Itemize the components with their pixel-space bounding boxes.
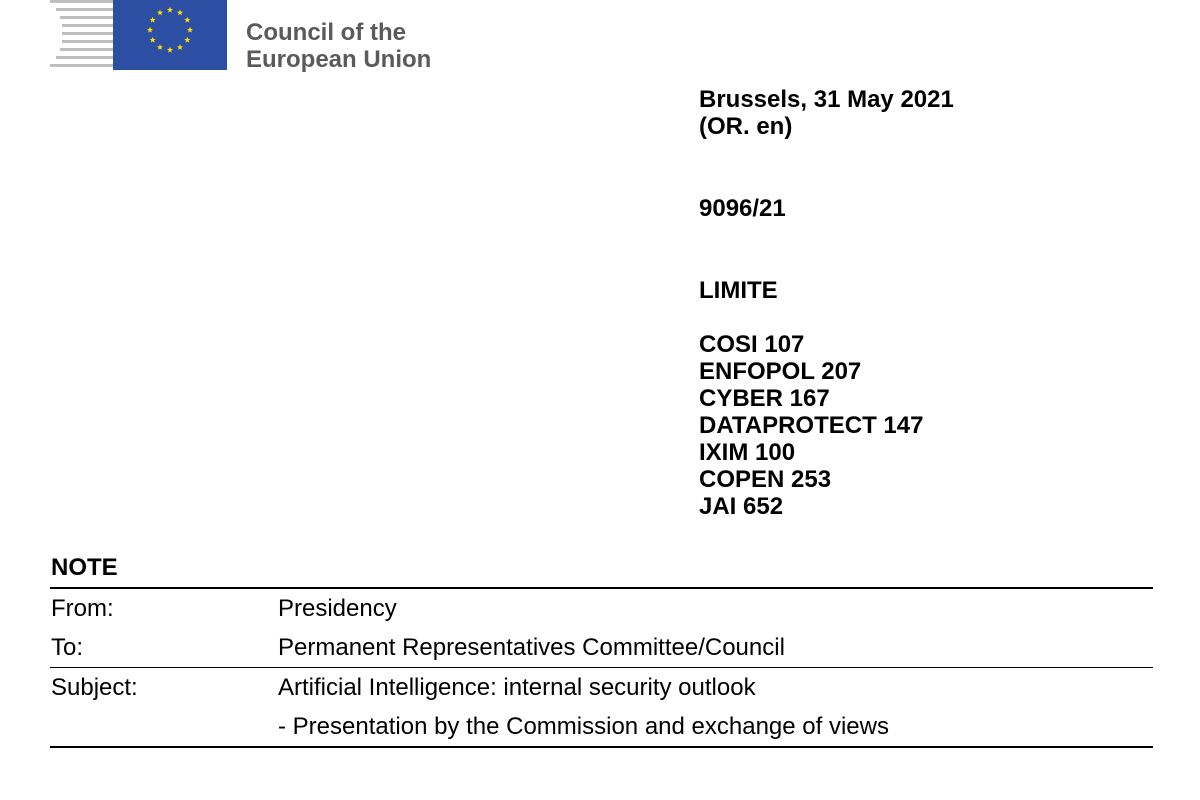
- note-row-from: [50, 589, 1153, 628]
- original-language: (OR. en): [699, 113, 793, 140]
- file-code: JAI 652: [699, 493, 784, 520]
- file-code: DATAPROTECT 147: [699, 412, 924, 439]
- file-code: COPEN 253: [699, 466, 832, 493]
- note-row-subject: [50, 667, 1153, 746]
- note-label-from: From:: [51, 595, 114, 622]
- document-reference: 9096/21: [699, 195, 786, 222]
- note-value-to: Permanent Representatives Committee/Council: [278, 634, 785, 661]
- org-name-line2: European Union: [246, 46, 432, 73]
- file-code: COSI 107: [699, 331, 805, 358]
- note-label-to: To:: [51, 634, 84, 661]
- note-title: NOTE: [51, 554, 118, 581]
- file-code: CYBER 167: [699, 385, 830, 412]
- note-value-from: Presidency: [278, 595, 397, 622]
- subject-line1: Artificial Intelligence: internal security outlook: [278, 674, 756, 701]
- classification-marking: LIMITE: [699, 277, 778, 304]
- note-label-subject: Subject:: [51, 674, 138, 701]
- file-code: IXIM 100: [699, 439, 796, 466]
- file-code: ENFOPOL 207: [699, 358, 862, 385]
- note-value-subject: [278, 668, 1153, 746]
- building-lines-icon: [50, 0, 114, 70]
- note-table: [50, 587, 1153, 748]
- note-row-to: [50, 628, 1153, 667]
- document-header: [699, 86, 954, 520]
- document-date: Brussels, 31 May 2021: [699, 86, 954, 113]
- organization-name: [246, 19, 431, 73]
- eu-flag-icon: [113, 0, 227, 70]
- subject-line2: - Presentation by the Commission and exchange of views: [278, 713, 889, 740]
- org-name-line1: Council of the: [246, 19, 406, 46]
- council-logo: [50, 0, 450, 72]
